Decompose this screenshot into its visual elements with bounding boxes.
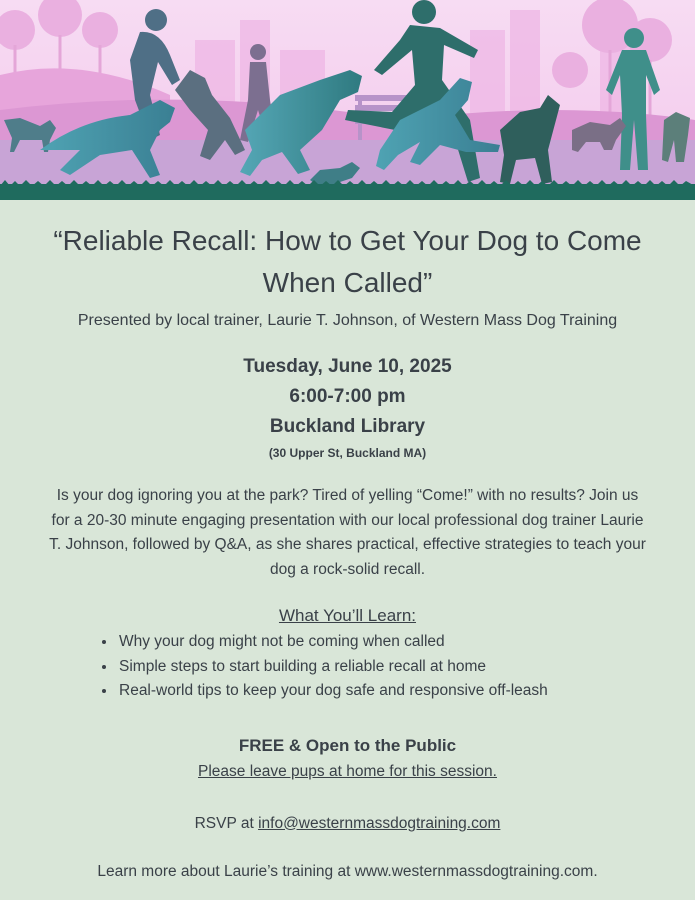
event-time: 6:00-7:00 pm: [289, 386, 406, 407]
admission-note: FREE & Open to the Public: [238, 735, 457, 755]
learn-heading: What You’ll Learn:: [278, 606, 417, 625]
event-title: “Reliable Recall: How to Get Your Dog to Come When Called”: [53, 225, 642, 298]
learn-item: • Real-world tips to keep your dog safe and responsive off-leash: [117, 679, 695, 704]
event-date: Tuesday, June 10, 2025: [243, 356, 452, 377]
presenter-line: Presented by local trainer, Laurie T. Johnson, of Western Mass Dog Training: [77, 312, 618, 329]
rsvp-email-link[interactable]: info@westernmassdogtraining.com: [258, 814, 501, 832]
flyer-content: [0, 200, 695, 884]
learn-more-line: Learn more about Laurie’s training at www.westernmassdogtraining.com.: [97, 862, 598, 880]
event-description: Is your dog ignoring you at the park? Tired of yelling “Come!” with no results? Join us for a 20-30 minute engaging presentation with our local professional dog trainer Laurie T. Johnson, followed by Q&A, as she shares practical, effective strategies to teach your dog a rock-solid recall.: [49, 487, 646, 578]
learn-item: • Simple steps to start building a reliable recall at home: [117, 655, 695, 680]
learn-list: [0, 630, 695, 704]
event-venue: Buckland Library: [269, 416, 426, 437]
pups-note: Please leave pups at home for this session.: [198, 762, 497, 780]
learn-item: • Why your dog might not be coming when called: [117, 630, 695, 655]
header-illustration: [0, 0, 695, 200]
event-address: (30 Upper St, Buckland MA): [268, 446, 427, 460]
event-details: [0, 352, 695, 442]
rsvp-line: [0, 812, 695, 836]
rsvp-prefix: RSVP at: [194, 814, 254, 832]
